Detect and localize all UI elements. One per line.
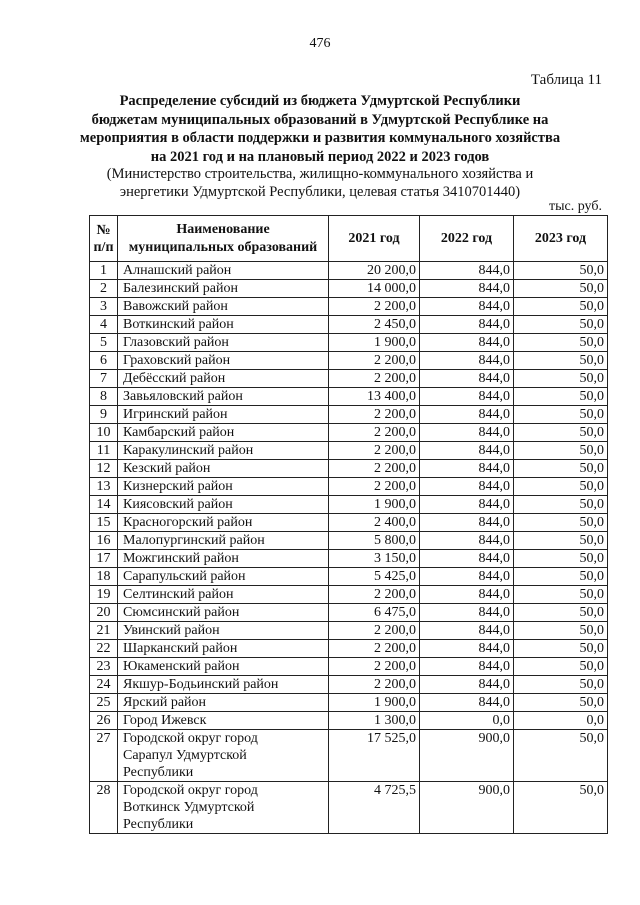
municipality-name bbox=[118, 730, 329, 782]
municipality-name: Город Ижевск bbox=[118, 712, 329, 730]
municipality-name: Завьяловский район bbox=[118, 388, 329, 406]
value-2022: 844,0 bbox=[420, 406, 514, 424]
value-2021: 1 900,0 bbox=[329, 334, 420, 352]
table-row bbox=[90, 460, 608, 478]
value-2023: 50,0 bbox=[514, 424, 608, 442]
value-2023: 50,0 bbox=[514, 782, 608, 834]
value-2023: 50,0 bbox=[514, 442, 608, 460]
municipality-name: Кезский район bbox=[118, 460, 329, 478]
value-2022: 844,0 bbox=[420, 280, 514, 298]
municipality-name: Дебёсский район bbox=[118, 370, 329, 388]
table-row bbox=[90, 478, 608, 496]
table-label: Таблица 11 bbox=[530, 72, 602, 88]
value-2021: 2 200,0 bbox=[329, 478, 420, 496]
table-row bbox=[90, 442, 608, 460]
value-2021: 5 800,0 bbox=[329, 532, 420, 550]
value-2022: 844,0 bbox=[420, 658, 514, 676]
value-2022: 900,0 bbox=[420, 730, 514, 782]
value-2023: 50,0 bbox=[514, 406, 608, 424]
document-title bbox=[60, 92, 580, 166]
page-number: 476 bbox=[309, 36, 331, 51]
subtitle-line: энергетики Удмуртской Республики, целевая статья 3410701440) bbox=[119, 184, 521, 200]
value-2022: 844,0 bbox=[420, 388, 514, 406]
municipality-name: Глазовский район bbox=[118, 334, 329, 352]
table-row bbox=[90, 568, 608, 586]
value-2021: 5 425,0 bbox=[329, 568, 420, 586]
value-2021: 4 725,5 bbox=[329, 782, 420, 834]
municipality-name: Ярский район bbox=[118, 694, 329, 712]
municipality-name: Увинский район bbox=[118, 622, 329, 640]
value-2023: 50,0 bbox=[514, 586, 608, 604]
value-2022: 844,0 bbox=[420, 640, 514, 658]
row-number: 15 bbox=[90, 514, 118, 532]
municipality-name: Якшур-Бодьинский район bbox=[118, 676, 329, 694]
table-header-row bbox=[90, 216, 608, 262]
row-number: 16 bbox=[90, 532, 118, 550]
value-2023: 0,0 bbox=[514, 712, 608, 730]
value-2023: 50,0 bbox=[514, 370, 608, 388]
value-2022: 844,0 bbox=[420, 586, 514, 604]
value-2021: 3 150,0 bbox=[329, 550, 420, 568]
municipality-name: Каракулинский район bbox=[118, 442, 329, 460]
table-row bbox=[90, 640, 608, 658]
municipality-name: Вавожский район bbox=[118, 298, 329, 316]
value-2022: 844,0 bbox=[420, 334, 514, 352]
units-label: тыс. руб. bbox=[549, 199, 602, 214]
value-2023: 50,0 bbox=[514, 478, 608, 496]
table-row bbox=[90, 298, 608, 316]
table-row bbox=[90, 782, 608, 834]
row-number: 18 bbox=[90, 568, 118, 586]
row-number: 3 bbox=[90, 298, 118, 316]
row-number: 6 bbox=[90, 352, 118, 370]
value-2022: 844,0 bbox=[420, 262, 514, 280]
value-2023: 50,0 bbox=[514, 388, 608, 406]
table-row bbox=[90, 676, 608, 694]
value-2021: 1 900,0 bbox=[329, 694, 420, 712]
table-row bbox=[90, 514, 608, 532]
row-number: 28 bbox=[90, 782, 118, 834]
table-row bbox=[90, 694, 608, 712]
table-row bbox=[90, 370, 608, 388]
table-row bbox=[90, 604, 608, 622]
subtitle-line: (Министерство строительства, жилищно-коммунального хозяйства и bbox=[106, 166, 534, 182]
municipality-name: Сюмсинский район bbox=[118, 604, 329, 622]
value-2022: 0,0 bbox=[420, 712, 514, 730]
header-name-line: Наименование bbox=[176, 221, 270, 237]
row-number: 20 bbox=[90, 604, 118, 622]
value-2023: 50,0 bbox=[514, 658, 608, 676]
row-number: 27 bbox=[90, 730, 118, 782]
header-number bbox=[90, 216, 118, 262]
value-2021: 20 200,0 bbox=[329, 262, 420, 280]
row-number: 22 bbox=[90, 640, 118, 658]
value-2022: 844,0 bbox=[420, 622, 514, 640]
value-2021: 2 200,0 bbox=[329, 622, 420, 640]
value-2022: 844,0 bbox=[420, 316, 514, 334]
value-2021: 2 200,0 bbox=[329, 460, 420, 478]
municipality-name: Можгинский район bbox=[118, 550, 329, 568]
value-2023: 50,0 bbox=[514, 496, 608, 514]
row-number: 10 bbox=[90, 424, 118, 442]
table-row bbox=[90, 334, 608, 352]
row-number: 7 bbox=[90, 370, 118, 388]
value-2022: 844,0 bbox=[420, 550, 514, 568]
value-2022: 844,0 bbox=[420, 298, 514, 316]
row-number: 26 bbox=[90, 712, 118, 730]
header-name bbox=[118, 216, 329, 262]
value-2023: 50,0 bbox=[514, 676, 608, 694]
value-2023: 50,0 bbox=[514, 280, 608, 298]
municipality-name: Граховский район bbox=[118, 352, 329, 370]
municipality-name: Кизнерский район bbox=[118, 478, 329, 496]
value-2022: 844,0 bbox=[420, 424, 514, 442]
municipality-name-line: Городской округ город bbox=[123, 783, 258, 798]
value-2023: 50,0 bbox=[514, 532, 608, 550]
value-2021: 2 200,0 bbox=[329, 298, 420, 316]
table-row bbox=[90, 262, 608, 280]
value-2022: 844,0 bbox=[420, 352, 514, 370]
row-number: 24 bbox=[90, 676, 118, 694]
row-number: 17 bbox=[90, 550, 118, 568]
value-2021: 2 200,0 bbox=[329, 640, 420, 658]
value-2021: 14 000,0 bbox=[329, 280, 420, 298]
title-line: мероприятия в области поддержки и развития коммунального хозяйства bbox=[79, 130, 561, 146]
municipality-name: Шарканский район bbox=[118, 640, 329, 658]
municipality-name: Балезинский район bbox=[118, 280, 329, 298]
row-number: 25 bbox=[90, 694, 118, 712]
municipality-name: Игринский район bbox=[118, 406, 329, 424]
value-2022: 844,0 bbox=[420, 532, 514, 550]
value-2021: 2 200,0 bbox=[329, 370, 420, 388]
value-2021: 2 200,0 bbox=[329, 352, 420, 370]
value-2022: 844,0 bbox=[420, 370, 514, 388]
row-number: 23 bbox=[90, 658, 118, 676]
title-line: на 2021 год и на плановый период 2022 и 2023 годов bbox=[150, 148, 490, 165]
row-number: 4 bbox=[90, 316, 118, 334]
value-2022: 844,0 bbox=[420, 478, 514, 496]
municipality-name-line: Республики bbox=[123, 765, 194, 780]
value-2022: 844,0 bbox=[420, 496, 514, 514]
table-row bbox=[90, 658, 608, 676]
row-number: 13 bbox=[90, 478, 118, 496]
municipality-name-line: Воткинск Удмуртской bbox=[123, 800, 255, 815]
table-row bbox=[90, 712, 608, 730]
header-2023: 2023 год bbox=[514, 216, 608, 262]
value-2022: 844,0 bbox=[420, 442, 514, 460]
table-row bbox=[90, 406, 608, 424]
municipality-name bbox=[118, 782, 329, 834]
value-2023: 50,0 bbox=[514, 316, 608, 334]
header-number-line: № bbox=[96, 222, 111, 238]
value-2022: 900,0 bbox=[420, 782, 514, 834]
value-2023: 50,0 bbox=[514, 262, 608, 280]
row-number: 1 bbox=[90, 262, 118, 280]
value-2022: 844,0 bbox=[420, 514, 514, 532]
row-number: 11 bbox=[90, 442, 118, 460]
value-2021: 13 400,0 bbox=[329, 388, 420, 406]
table-row bbox=[90, 622, 608, 640]
value-2021: 6 475,0 bbox=[329, 604, 420, 622]
value-2021: 2 200,0 bbox=[329, 676, 420, 694]
document-subtitle bbox=[60, 165, 580, 201]
row-number: 14 bbox=[90, 496, 118, 514]
row-number: 5 bbox=[90, 334, 118, 352]
municipality-name-line: Республики bbox=[123, 817, 194, 832]
value-2023: 50,0 bbox=[514, 550, 608, 568]
table-row bbox=[90, 532, 608, 550]
value-2023: 50,0 bbox=[514, 460, 608, 478]
row-number: 8 bbox=[90, 388, 118, 406]
value-2022: 844,0 bbox=[420, 676, 514, 694]
municipality-name: Воткинский район bbox=[118, 316, 329, 334]
value-2021: 2 450,0 bbox=[329, 316, 420, 334]
municipality-name: Алнашский район bbox=[118, 262, 329, 280]
table-row bbox=[90, 496, 608, 514]
municipality-name: Камбарский район bbox=[118, 424, 329, 442]
table-row bbox=[90, 316, 608, 334]
table-row bbox=[90, 280, 608, 298]
value-2022: 844,0 bbox=[420, 604, 514, 622]
value-2023: 50,0 bbox=[514, 622, 608, 640]
header-2022: 2022 год bbox=[420, 216, 514, 262]
municipality-name: Красногорский район bbox=[118, 514, 329, 532]
value-2023: 50,0 bbox=[514, 352, 608, 370]
value-2022: 844,0 bbox=[420, 568, 514, 586]
title-line: Распределение субсидий из бюджета Удмуртской Республики bbox=[119, 93, 521, 109]
municipality-name-line: Городской округ город bbox=[123, 731, 258, 746]
value-2023: 50,0 bbox=[514, 298, 608, 316]
municipality-name-line: Сарапул Удмуртской bbox=[123, 748, 247, 763]
value-2021: 2 200,0 bbox=[329, 424, 420, 442]
table-body bbox=[90, 262, 608, 834]
value-2021: 17 525,0 bbox=[329, 730, 420, 782]
table-row bbox=[90, 550, 608, 568]
municipality-name: Киясовский район bbox=[118, 496, 329, 514]
row-number: 2 bbox=[90, 280, 118, 298]
value-2021: 2 200,0 bbox=[329, 442, 420, 460]
row-number: 19 bbox=[90, 586, 118, 604]
table-row bbox=[90, 586, 608, 604]
municipality-name: Сарапульский район bbox=[118, 568, 329, 586]
value-2021: 1 900,0 bbox=[329, 496, 420, 514]
row-number: 21 bbox=[90, 622, 118, 640]
table-row bbox=[90, 388, 608, 406]
header-number-line: п/п bbox=[93, 239, 114, 255]
table-row bbox=[90, 424, 608, 442]
municipality-name: Юкаменский район bbox=[118, 658, 329, 676]
value-2023: 50,0 bbox=[514, 514, 608, 532]
municipality-name: Селтинский район bbox=[118, 586, 329, 604]
header-2021: 2021 год bbox=[329, 216, 420, 262]
value-2021: 2 400,0 bbox=[329, 514, 420, 532]
value-2022: 844,0 bbox=[420, 694, 514, 712]
row-number: 9 bbox=[90, 406, 118, 424]
value-2023: 50,0 bbox=[514, 604, 608, 622]
value-2022: 844,0 bbox=[420, 460, 514, 478]
subsidy-table bbox=[89, 215, 608, 834]
row-number: 12 bbox=[90, 460, 118, 478]
value-2023: 50,0 bbox=[514, 730, 608, 782]
value-2023: 50,0 bbox=[514, 640, 608, 658]
title-line: бюджетам муниципальных образований в Удмуртской Республике на bbox=[91, 111, 549, 128]
header-name-line: муниципальных образований bbox=[128, 239, 318, 255]
value-2021: 2 200,0 bbox=[329, 658, 420, 676]
value-2021: 1 300,0 bbox=[329, 712, 420, 730]
value-2021: 2 200,0 bbox=[329, 586, 420, 604]
value-2023: 50,0 bbox=[514, 334, 608, 352]
table-row bbox=[90, 730, 608, 782]
value-2023: 50,0 bbox=[514, 568, 608, 586]
value-2023: 50,0 bbox=[514, 694, 608, 712]
table-row bbox=[90, 352, 608, 370]
municipality-name: Малопургинский район bbox=[118, 532, 329, 550]
value-2021: 2 200,0 bbox=[329, 406, 420, 424]
